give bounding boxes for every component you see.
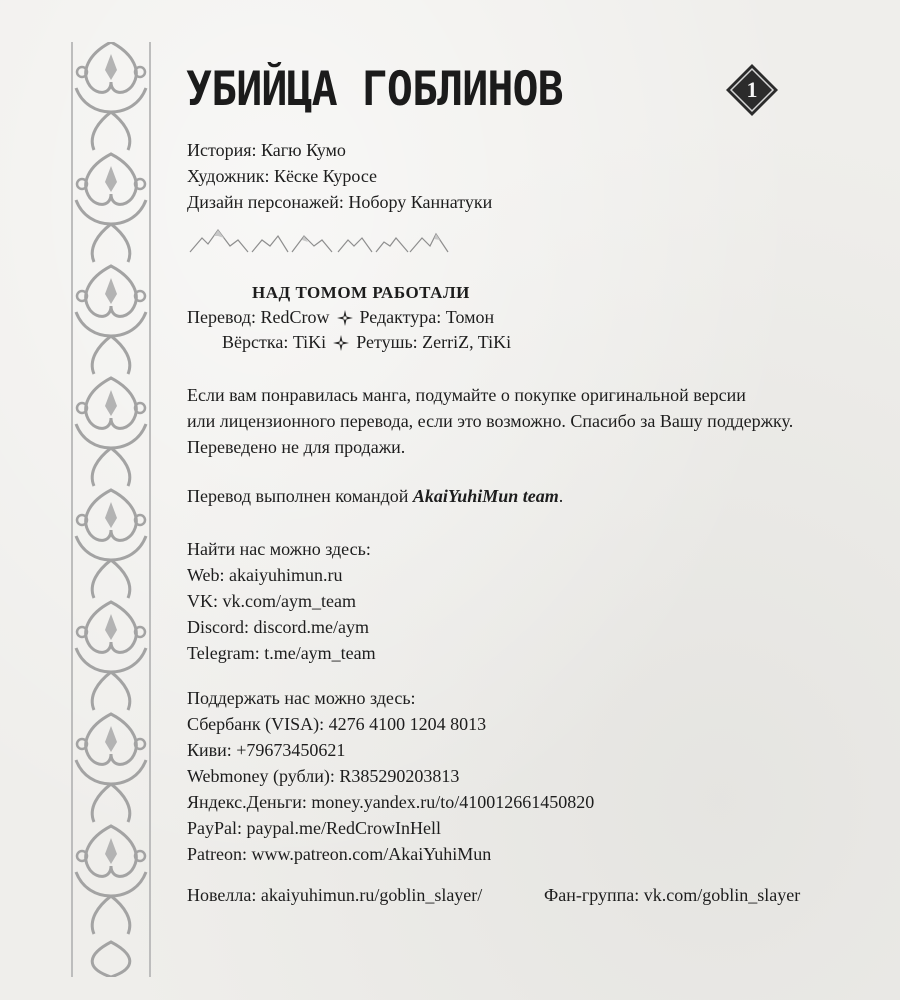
title-row <box>186 58 806 120</box>
team-translation: Перевод: RedCrow <box>187 307 330 327</box>
team-row-2 <box>187 330 511 355</box>
credit-character-design: Дизайн персонажей: Нобору Каннатуки <box>187 192 493 212</box>
donate-yandex[interactable]: Яндекс.Деньги: money.yandex.ru/to/410012661450820 <box>187 792 595 812</box>
support-line-2: или лицензионного перевода, если это возможно. Спасибо за Вашу поддержку. <box>187 411 794 431</box>
cross-separator-icon <box>332 334 350 352</box>
translated-by-prefix: Перевод выполнен командой <box>187 486 413 506</box>
donate-webmoney: Webmoney (рубли): R385290203813 <box>187 766 460 786</box>
translated-by-suffix: . <box>558 486 564 506</box>
team-typesetting: Вёрстка: TiKi <box>222 332 327 352</box>
volume-badge <box>724 62 780 118</box>
support-note <box>187 382 793 460</box>
link-novel[interactable]: Новелла: akaiyuhimun.ru/goblin_slayer/ <box>187 885 483 905</box>
donate-block <box>187 685 594 867</box>
link-telegram[interactable]: Telegram: t.me/aym_team <box>187 643 376 663</box>
credit-artist: Художник: Кёске Куросе <box>187 166 378 186</box>
team-row-1 <box>187 305 511 330</box>
donate-sberbank: Сбербанк (VISA): 4276 4100 1204 8013 <box>187 714 487 734</box>
support-line-1: Если вам понравилась манга, подумайте о покупке оригинальной версии <box>187 385 746 405</box>
find-us-block <box>187 536 376 666</box>
credit-story: История: Кагю Кумо <box>187 140 346 160</box>
team-retouch: Ретушь: ZerriZ, TiKi <box>356 332 512 352</box>
link-vk[interactable]: VK: vk.com/aym_team <box>187 591 356 611</box>
page-title: УБИЙЦА ГОБЛИНОВ <box>186 61 563 117</box>
volume-number: 1 <box>746 77 758 102</box>
ornamental-border-icon <box>68 42 154 977</box>
link-discord[interactable]: Discord: discord.me/aym <box>187 617 369 637</box>
team-heading: НАД ТОМОМ РАБОТАЛИ <box>252 283 470 302</box>
translated-by-team: AkaiYuhiMun team <box>412 486 559 506</box>
link-fan-group[interactable]: Фан-группа: vk.com/goblin_slayer <box>544 885 801 905</box>
team-editing: Редактура: Томон <box>359 307 495 327</box>
donate-patreon[interactable]: Patreon: www.patreon.com/AkaiYuhiMun <box>187 844 492 864</box>
donate-qiwi: Киви: +79673450621 <box>187 740 346 760</box>
credits-block <box>187 137 492 215</box>
cross-separator-icon <box>336 309 354 327</box>
translated-by <box>187 483 563 509</box>
team-block <box>187 305 511 355</box>
donate-heading: Поддержать нас можно здесь: <box>187 688 416 708</box>
link-web[interactable]: Web: akaiyuhimun.ru <box>187 565 343 585</box>
donate-paypal[interactable]: PayPal: paypal.me/RedCrowInHell <box>187 818 441 838</box>
footer-row <box>187 885 801 906</box>
find-us-heading: Найти нас можно здесь: <box>187 539 371 559</box>
mountain-divider-icon <box>188 226 450 254</box>
support-line-3: Переведено не для продажи. <box>187 437 406 457</box>
